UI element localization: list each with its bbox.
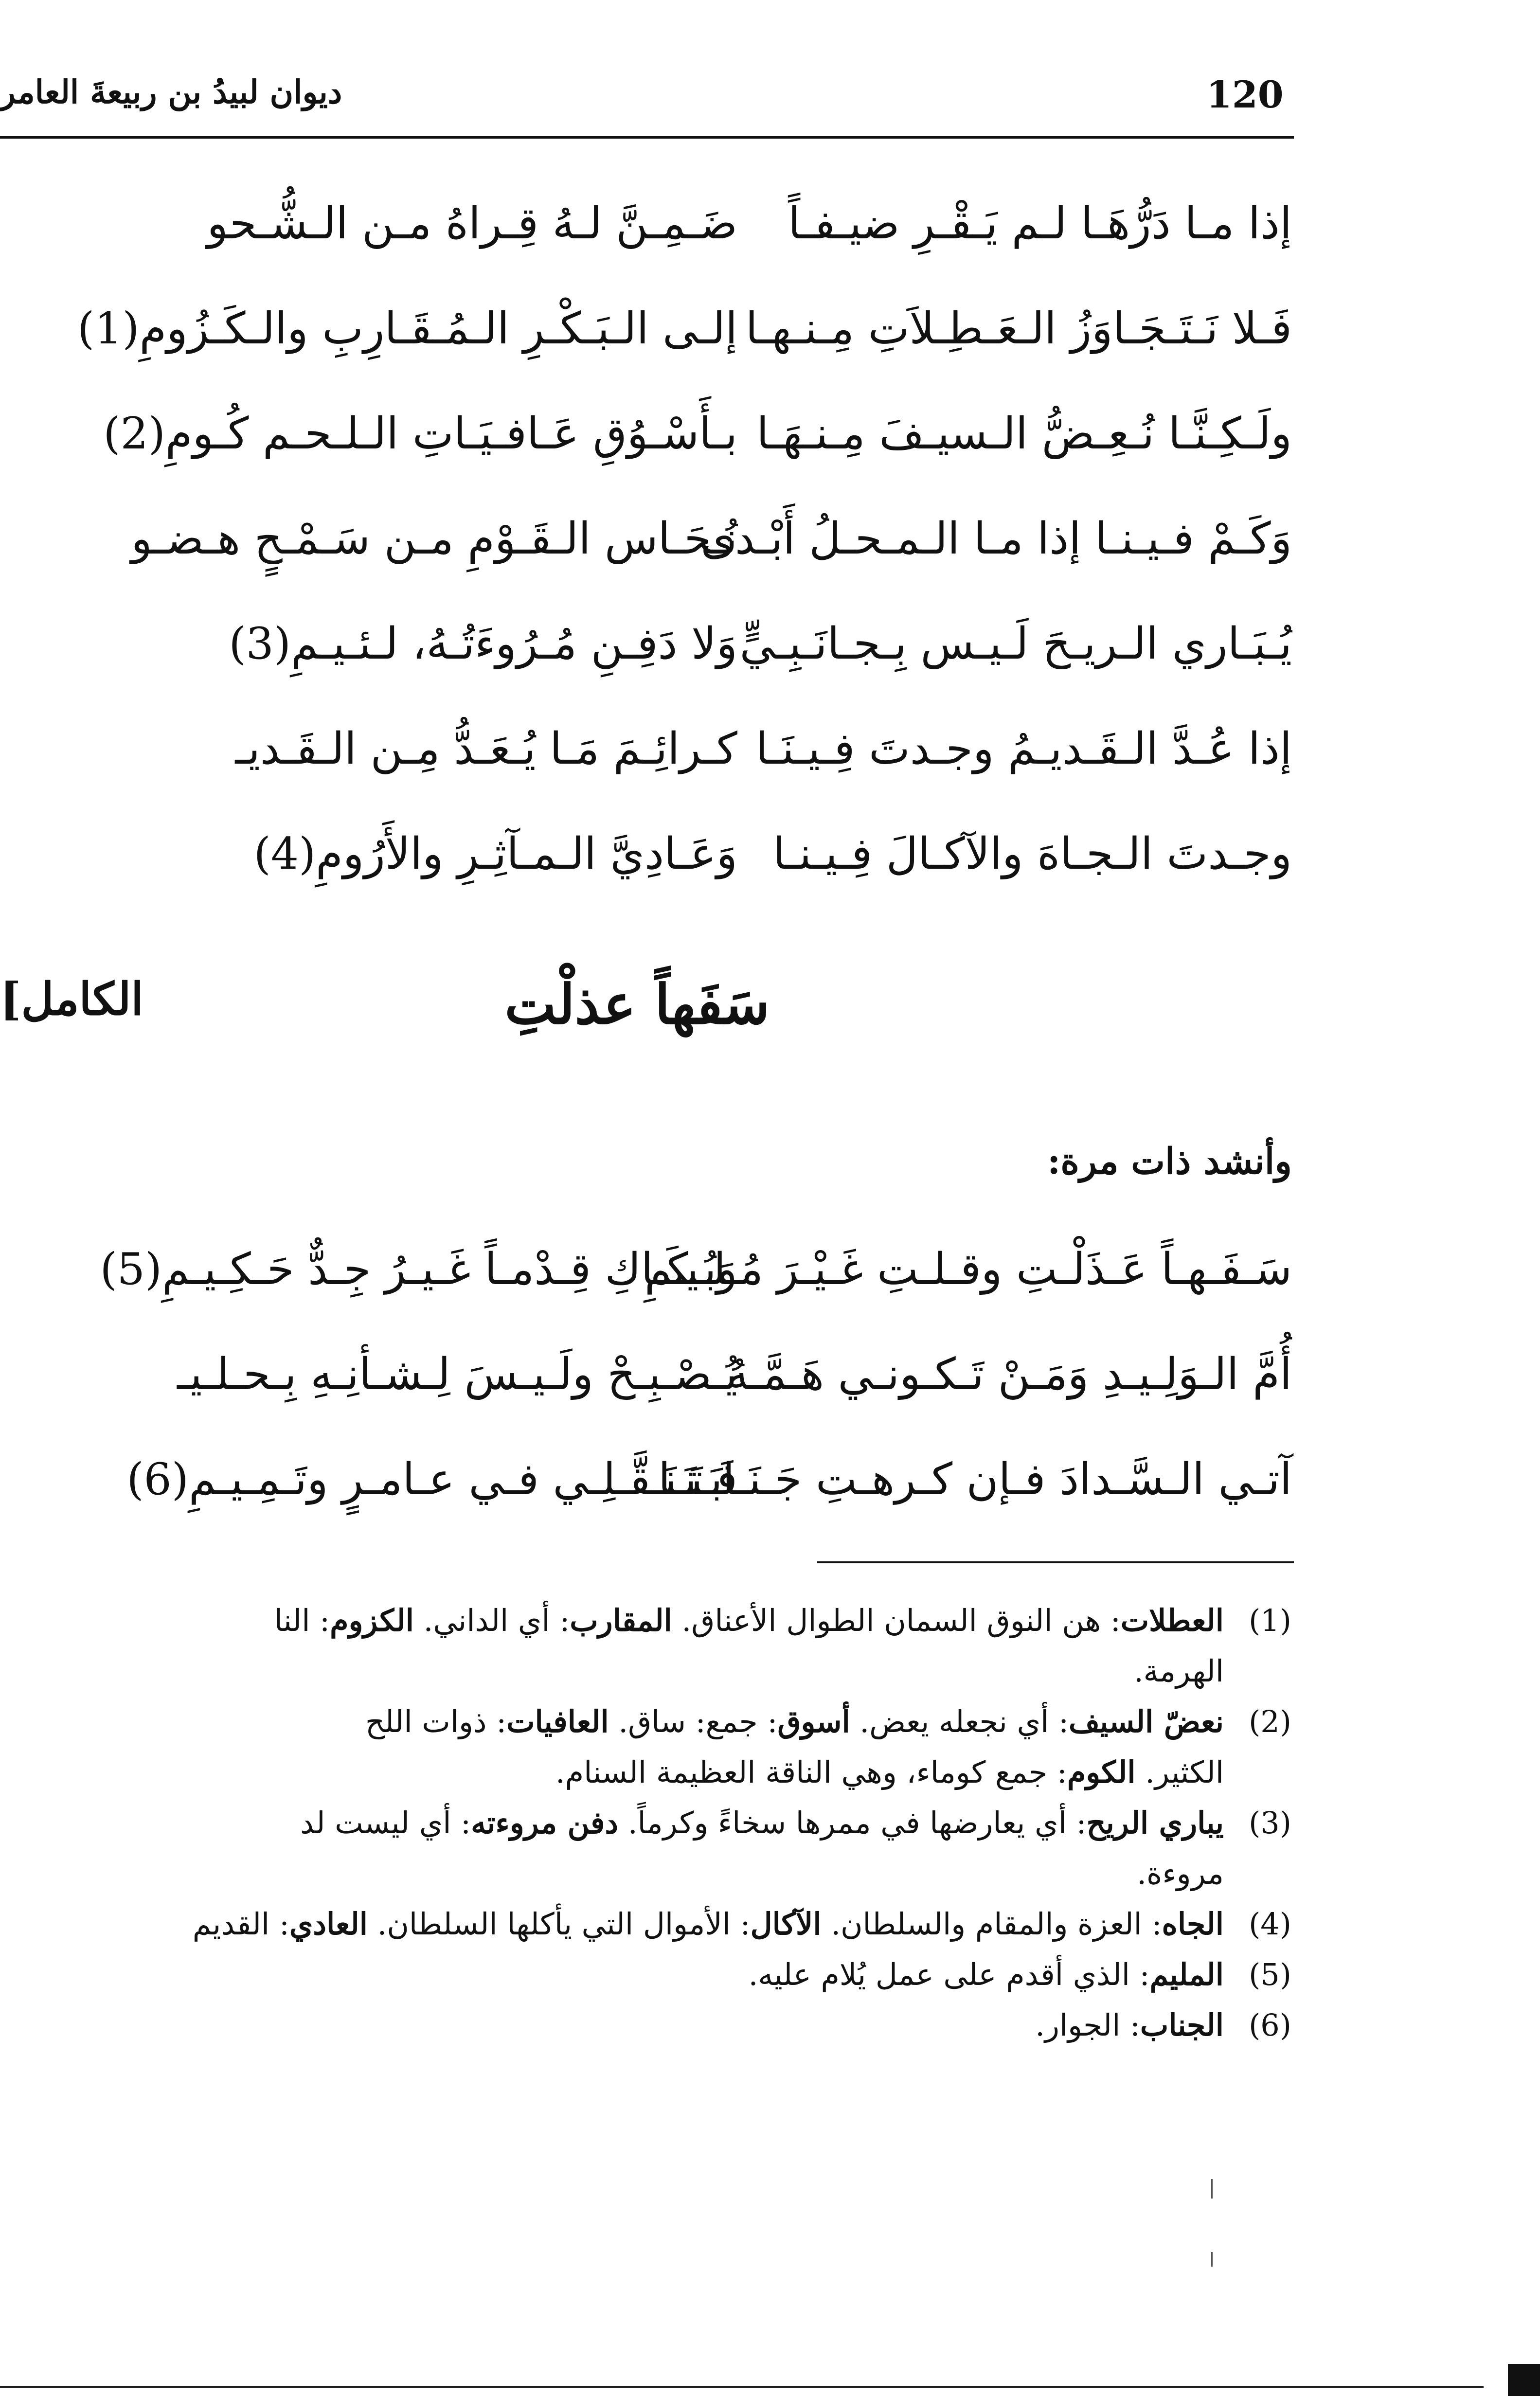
verse-first-hemistich: يُـبَـاري الـريـحَ لَـيـس بِـجـانَـبِـيٍّ bbox=[739, 618, 1292, 669]
footnote-term: يباري الريح bbox=[1086, 1805, 1224, 1841]
verse-second-hemistich: بـأَسْـوُقِ عَـافـيَـاتِ الـلـحـم كُـومِ(2) bbox=[103, 408, 737, 459]
page-number: 120 bbox=[1206, 73, 1284, 116]
poem-continued bbox=[0, 185, 1292, 920]
footnote-text: : الأموال التي يأكلها السلطان. bbox=[367, 1906, 751, 1942]
verse-line bbox=[0, 710, 1292, 815]
verse-second-hemistich: إلـى الـبَـكْـرِ الـمُـقَـارِبِ والـكَـزُومِ(1) bbox=[77, 303, 737, 354]
verse-first-hemistich: وَكَـمْ فـيـنـا إذا مـا الـمـحـلُ أَبْـدى bbox=[700, 513, 1292, 564]
footnote-text: : العزة والمقام والسلطان. bbox=[821, 1906, 1162, 1942]
footnote-text: : جمع: ساق. bbox=[609, 1704, 778, 1739]
footnote-line bbox=[0, 1949, 1224, 2000]
verse-line bbox=[0, 185, 1292, 290]
footnote-term: الجاه bbox=[1162, 1906, 1224, 1942]
footnote-continuation bbox=[0, 1747, 1224, 1798]
verse-line bbox=[0, 815, 1292, 920]
verse-second-hemistich: نُـحَـاس الـقَـوْمِ مـن سَـمْـحٍ هـضـو bbox=[131, 513, 737, 564]
footnote-line bbox=[0, 1697, 1224, 1747]
verse-first-hemistich: آتـي الـسَّـدادَ فـإن كـرهـتِ جَـنَـابَـنَـا bbox=[658, 1454, 1292, 1505]
footnote-text: : أي ليست لد bbox=[300, 1805, 471, 1841]
footnote-text: : الجوار. bbox=[1035, 2007, 1140, 2043]
poem-safahan bbox=[0, 1231, 1292, 1546]
verse-first-hemistich: سَـفَـهـاً عَـذَلْـتِ وقـلـتِ غَـيْـرَ مُـلـيـمِ bbox=[644, 1244, 1292, 1295]
verse-first-hemistich: إذا مـا دَرُّهَـا لـم يَـقْـرِ ضيـفـاً bbox=[788, 198, 1292, 249]
footnote-term: العطلات bbox=[1120, 1603, 1224, 1638]
verse-line bbox=[0, 500, 1292, 605]
scan-artifact bbox=[1211, 2252, 1213, 2267]
verse-line bbox=[0, 1336, 1292, 1441]
scan-artifact bbox=[1211, 2179, 1213, 2199]
verse-second-hemistich: فَـتَـنَـقَّـلِـي فـي عـامـرٍ وتَـمِـيـمِ(6) bbox=[126, 1454, 737, 1505]
footnote-line bbox=[0, 1899, 1224, 1949]
footnote-term: الآكال bbox=[750, 1906, 822, 1942]
verse-line bbox=[0, 605, 1292, 710]
footnote-text: : هن النوق السمان الطوال الأعناق. bbox=[672, 1603, 1121, 1638]
verse-second-hemistich: يُـصْـبِـحْ ولَـيـسَ لِـشـأنِـهِ بِـحـلـيـ bbox=[177, 1349, 737, 1400]
footnote-text: : أي نجعله يعض. bbox=[850, 1704, 1069, 1739]
footnote-term: العادي bbox=[289, 1906, 368, 1942]
verse-second-hemistich: ضَـمِـنَّ لـهُ قِـراهُ مـن الـشُّـحو bbox=[207, 198, 737, 249]
page-header bbox=[0, 63, 1294, 136]
verse-line bbox=[0, 1441, 1292, 1546]
scan-corner-mark bbox=[1508, 2364, 1540, 2396]
footnote-divider bbox=[817, 1561, 1294, 1563]
footnote-term: الكوم bbox=[1067, 1754, 1136, 1790]
footnote-term: الجناب bbox=[1140, 2007, 1224, 2043]
poem-title: سَفَهاً عذلْتِ bbox=[504, 973, 770, 1037]
verse-first-hemistich: أُمَّ الـوَلِـيـدِ وَمَـنْ تَـكـونـي هَـمَّـهُ bbox=[726, 1349, 1292, 1400]
footnote-number: (3) bbox=[1249, 1805, 1291, 1841]
footnote-continuation: الهرمة. bbox=[1133, 1653, 1224, 1689]
footnote-term: العافيات bbox=[506, 1704, 609, 1739]
footnote-text: الكثير. bbox=[1135, 1754, 1224, 1790]
footnote-term: المقارب bbox=[570, 1603, 672, 1638]
footnote-text: : الذي أقدم على عمل يُلام عليه. bbox=[748, 1957, 1150, 1992]
verse-second-hemistich: كـرائِـمَ مَـا يُـعَـدُّ مِـن الـقَـديـ bbox=[235, 723, 737, 774]
footnote-number: (4) bbox=[1249, 1906, 1291, 1942]
footnote-text: : ذوات اللح bbox=[365, 1704, 507, 1739]
verse-second-hemistich: وَبُـكَـاكِ قِـدْمـاً غَـيـرُ جِـدٌّ حَـكِـيـمِ(5) bbox=[100, 1244, 737, 1295]
footnote-text: : النا bbox=[274, 1603, 330, 1638]
footnote-text: : أي الداني. bbox=[413, 1603, 570, 1638]
footnote-term: أسوق bbox=[777, 1704, 850, 1739]
verse-line bbox=[0, 290, 1292, 395]
footnote-text: : أي يعارضها في ممرها سخاءً وكرماً. bbox=[618, 1805, 1087, 1841]
footnote-number: (6) bbox=[1249, 2007, 1291, 2043]
poem-meter: [الكامل bbox=[0, 973, 143, 1025]
footnote-number: (2) bbox=[1249, 1704, 1291, 1739]
footnote bbox=[0, 1595, 1292, 1697]
footnote-number: (1) bbox=[1249, 1603, 1291, 1638]
verse-first-hemistich: ولَـكِـنَّـا نُـعِـضُّ الـسيـفَ مِـنـهَـا bbox=[756, 408, 1292, 459]
footnote bbox=[0, 1899, 1292, 1949]
footnote-line bbox=[0, 2000, 1224, 2051]
verse-second-hemistich: وَعَـادِيَّ الـمـآثِـرِ والأَرُومِ(4) bbox=[253, 828, 737, 879]
footnote-term: الكزوم bbox=[330, 1603, 414, 1638]
running-title: ديوان لبيدُ بن ربيعةَ العامر bbox=[0, 73, 342, 111]
footnote-continuation: مروءة. bbox=[1137, 1856, 1224, 1891]
footnote-text: : جمع كوماء، وهي الناقة العظيمة السنام. bbox=[555, 1754, 1067, 1790]
verse-line bbox=[0, 1231, 1292, 1336]
footnote bbox=[0, 1949, 1292, 2000]
footnotes bbox=[0, 1595, 1292, 2051]
footnote bbox=[0, 2000, 1292, 2051]
verse-first-hemistich: فَـلا نَـتَـجَـاوَزُ الـعَـطِـلاَتِ مِـنـهـا bbox=[745, 303, 1292, 354]
poem-intro: وأنشد ذات مرة: bbox=[1047, 1141, 1292, 1182]
footnote-number: (5) bbox=[1249, 1957, 1291, 1992]
footnote-text: : القديم bbox=[192, 1906, 289, 1942]
footnote-term: المليم bbox=[1149, 1957, 1224, 1992]
verse-second-hemistich: وَلا دَفِـنِ مُـرُوءَتُـهُ، لـئـيـمِ(3) bbox=[229, 618, 737, 669]
verse-line bbox=[0, 395, 1292, 500]
verse-first-hemistich: إذا عُـدَّ الـقَـديـمُ وجـدتَ فِـيـنَـا bbox=[755, 723, 1292, 774]
page-bottom-edge bbox=[0, 2386, 1484, 2388]
footnote-line bbox=[0, 1595, 1224, 1646]
header-divider bbox=[0, 136, 1294, 139]
footnote bbox=[0, 1697, 1292, 1798]
footnote-term: دفن مروءته bbox=[471, 1805, 619, 1841]
footnote-line bbox=[0, 1798, 1224, 1848]
footnote-term: نعضّ السيف bbox=[1068, 1704, 1224, 1739]
footnote bbox=[0, 1798, 1292, 1899]
verse-first-hemistich: وجـدتَ الـجـاهَ والآكـالَ فِـيـنـا bbox=[773, 828, 1292, 879]
